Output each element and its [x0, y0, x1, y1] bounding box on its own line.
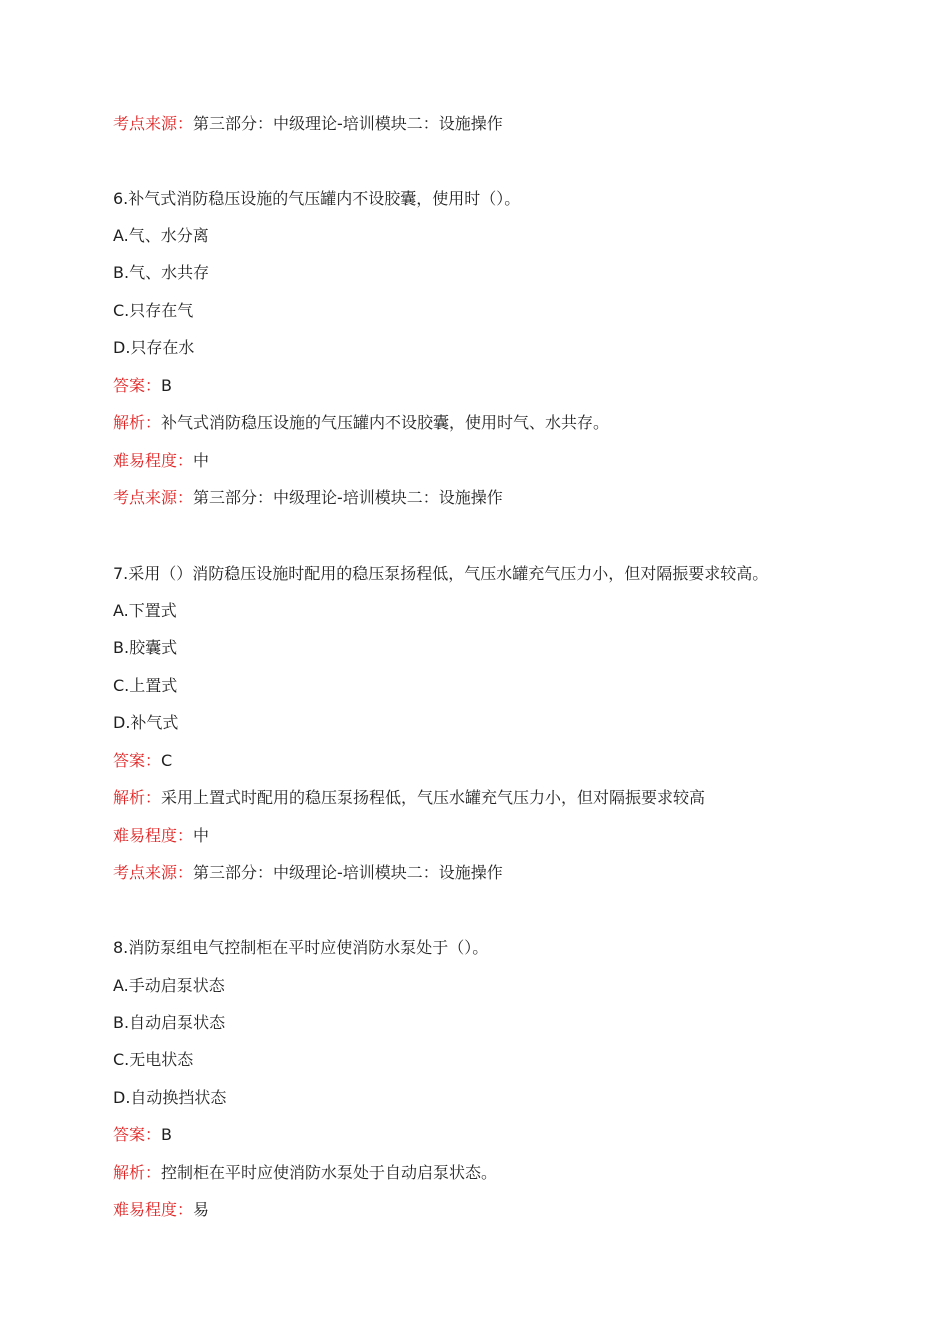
question-8-option-a: A.手动启泵状态	[113, 976, 225, 995]
question-7-option-a: A.下置式	[113, 601, 177, 620]
colon: ：	[177, 451, 194, 470]
source-text: 第三部分：中级理论-培训模块二：设施操作	[193, 488, 503, 507]
colon: ：	[145, 413, 162, 432]
prev-source-line	[113, 112, 503, 136]
colon: ：	[145, 1163, 162, 1182]
source-text: 第三部分：中级理论-培训模块二：设施操作	[193, 863, 503, 882]
question-7-option-c: C.上置式	[113, 676, 178, 695]
analysis-label: 解析	[113, 788, 146, 807]
source-label: 考点来源	[113, 863, 178, 882]
question-8-option-b: B.自动启泵状态	[113, 1013, 226, 1032]
question-7-option-b: B.胶囊式	[113, 638, 178, 657]
question-8-difficulty	[113, 1198, 209, 1222]
answer-label: 答案	[113, 376, 146, 395]
question-7-answer	[113, 749, 172, 773]
answer-label: 答案	[113, 1125, 146, 1144]
question-7-source	[113, 861, 503, 885]
colon: ：	[177, 826, 194, 845]
analysis-text: 补气式消防稳压设施的气压罐内不设胶囊，使用时气、水共存。	[161, 413, 610, 432]
question-6-difficulty	[113, 449, 209, 473]
question-7-stem: 7.采用（）消防稳压设施时配用的稳压泵扬程低，气压水罐充气压力小，但对隔振要求较高。	[113, 564, 769, 583]
difficulty-label: 难易程度	[113, 1200, 178, 1219]
analysis-text: 采用上置式时配用的稳压泵扬程低，气压水罐充气压力小，但对隔振要求较高	[161, 788, 706, 807]
colon: ：	[177, 863, 194, 882]
question-7-difficulty	[113, 824, 209, 848]
question-7-option-d: D.补气式	[113, 713, 179, 732]
analysis-label: 解析	[113, 1163, 146, 1182]
source-label: 考点来源	[113, 488, 178, 507]
answer-value: C	[161, 751, 173, 770]
question-6-option-d: D.只存在水	[113, 338, 195, 357]
question-6-option-a: A.气、水分离	[113, 226, 209, 245]
question-6-source	[113, 486, 503, 510]
difficulty-value: 易	[193, 1200, 210, 1219]
question-6-answer	[113, 374, 172, 398]
question-7-analysis	[113, 786, 705, 810]
question-8-option-d: D.自动换挡状态	[113, 1088, 227, 1107]
source-text: 第三部分：中级理论-培训模块二：设施操作	[193, 114, 503, 133]
question-8-option-c: C.无电状态	[113, 1050, 194, 1069]
colon: ：	[177, 1200, 194, 1219]
question-8-answer	[113, 1123, 172, 1147]
answer-value: B	[161, 1125, 173, 1144]
colon: ：	[145, 376, 162, 395]
question-6-stem: 6.补气式消防稳压设施的气压罐内不设胶囊，使用时（）。	[113, 189, 521, 208]
question-8-analysis	[113, 1161, 497, 1185]
answer-label: 答案	[113, 751, 146, 770]
analysis-text: 控制柜在平时应使消防水泵处于自动启泵状态。	[161, 1163, 498, 1182]
difficulty-value: 中	[193, 451, 210, 470]
colon: ：	[145, 1125, 162, 1144]
difficulty-value: 中	[193, 826, 210, 845]
question-6-option-b: B.气、水共存	[113, 263, 210, 282]
question-6-option-c: C.只存在气	[113, 301, 194, 320]
colon: ：	[145, 788, 162, 807]
colon: ：	[177, 114, 194, 133]
answer-value: B	[161, 376, 173, 395]
analysis-label: 解析	[113, 413, 146, 432]
question-8-stem: 8.消防泵组电气控制柜在平时应使消防水泵处于（）。	[113, 938, 489, 957]
colon: ：	[177, 488, 194, 507]
difficulty-label: 难易程度	[113, 451, 178, 470]
colon: ：	[145, 751, 162, 770]
source-label: 考点来源	[113, 114, 178, 133]
question-6-analysis	[113, 411, 609, 435]
difficulty-label: 难易程度	[113, 826, 178, 845]
